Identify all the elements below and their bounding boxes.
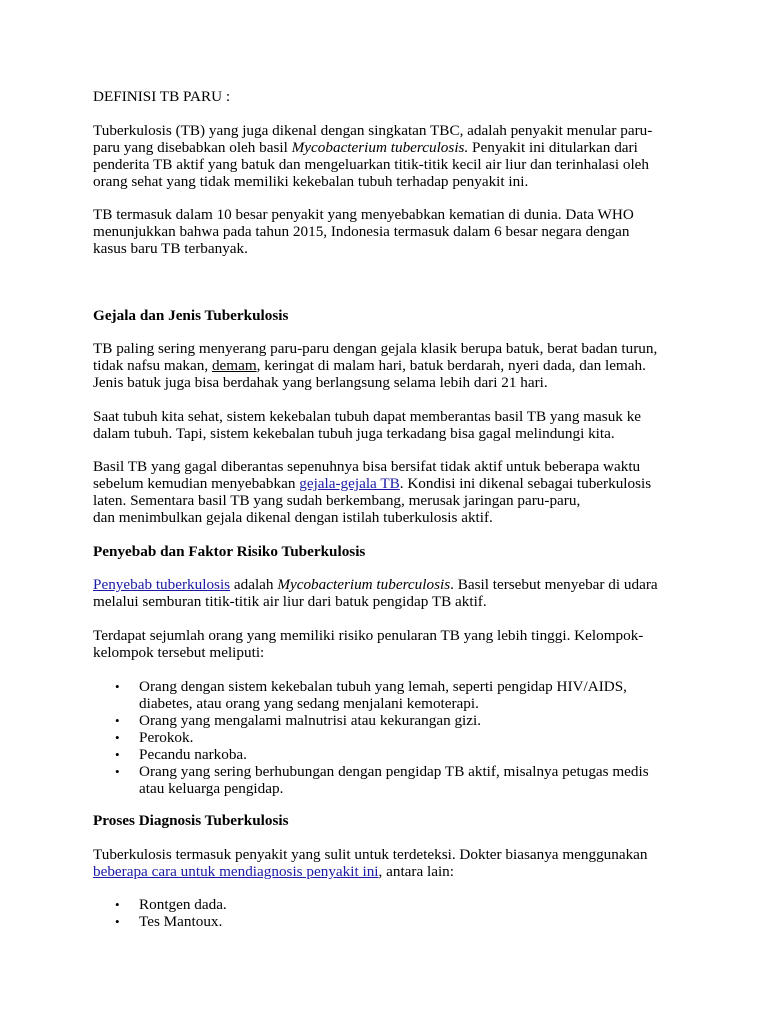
list-item: • Perokok.	[93, 729, 649, 746]
diagnosis-paragraph-1: Tuberkulosis termasuk penyakit yang sulit untuk terdeteksi. Dokter biasanya menggunakan beberapa cara untuk mendiagnosis penyakit ini, antara lain:	[93, 846, 648, 880]
demam-link[interactable]: demam	[211, 357, 257, 374]
gejala-heading: Gejala dan Jenis Tuberkulosis	[93, 307, 289, 324]
gejala-paragraph-3: Basil TB yang gagal diberantas sepenuhnya bisa bersifat tidak aktif untuk beberapa waktu sebelum kemudian menyebabkan gejala-gejala TB. Kondisi ini dikenal sebagai tuberkulosis laten. Sementara basil TB yang sudah berkembang, merusak jaringan paru-paru, dan menimbulkan gejala dikenal dengan istilah tuberkulosis aktif.	[93, 458, 652, 526]
list-item: • Tes Mantoux.	[93, 913, 227, 930]
gejala-tb-link[interactable]: gejala-gejala TB	[299, 475, 400, 492]
penyebab-paragraph-1: Penyebab tuberkulosis adalah Mycobacterium tuberculosis. Basil tersebut menyebar di udara melalui semburan titik-titik air liur dari batuk pengidap TB aktif.	[93, 576, 658, 610]
gejala-paragraph-1: TB paling sering menyerang paru-paru dengan gejala klasik berupa batuk, berat badan turun, tidak nafsu makan, demam, keringat di malam hari, batuk berdarah, nyeri dada, dan lemah. Jenis batuk juga bisa berdahak yang berlangsung selama lebih dari 21 hari.	[93, 340, 658, 391]
list-item: • Orang dengan sistem kekebalan tubuh yang lemah, seperti pengidap HIV/AIDS, diabetes, atau orang yang sedang menjalani kemoterapi.	[93, 678, 649, 712]
diagnosis-heading: Proses Diagnosis Tuberkulosis	[93, 812, 289, 829]
definisi-heading: DEFINISI TB PARU :	[93, 88, 231, 105]
list-item: • Pecandu narkoba.	[93, 746, 649, 763]
list-item: • Orang yang mengalami malnutrisi atau kekurangan gizi.	[93, 712, 649, 729]
penyebab-paragraph-2: Terdapat sejumlah orang yang memiliki risiko penularan TB yang lebih tinggi. Kelompok- kelompok tersebut meliputi:	[93, 627, 644, 661]
list-item: • Rontgen dada.	[93, 896, 227, 913]
diagnosis-list	[93, 896, 227, 930]
definisi-paragraph-2: TB termasuk dalam 10 besar penyakit yang menyebabkan kematian di dunia. Data WHO menunjukkan bahwa pada tahun 2015, Indonesia termasuk dalam 6 besar negara dengan kasus baru TB terbanyak.	[93, 206, 634, 257]
risk-factor-list	[93, 678, 649, 797]
penyebab-heading: Penyebab dan Faktor Risiko Tuberkulosis	[93, 543, 366, 560]
definisi-paragraph-1: Tuberkulosis (TB) yang juga dikenal dengan singkatan TBC, adalah penyakit menular paru- paru yang disebabkan oleh basil Mycobacterium tuberculosis. Penyakit ini ditularkan dari penderita TB aktif yang batuk dan mengeluarkan titik-titik kecil air liur dan terinhalasi oleh orang sehat yang tidak memiliki kekebalan tubuh terhadap penyakit ini.	[93, 122, 653, 190]
gejala-paragraph-2: Saat tubuh kita sehat, sistem kekebalan tubuh dapat memberantas basil TB yang masuk ke dalam tubuh. Tapi, sistem kekebalan tubuh juga terkadang bisa gagal melindungi kita.	[93, 408, 642, 442]
list-item: • Orang yang sering berhubungan dengan pengidap TB aktif, misalnya petugas medis atau keluarga pengidap.	[93, 763, 649, 797]
organism-name: Mycobacterium tuberculosis.	[291, 139, 469, 156]
diagnosis-method-link[interactable]: beberapa cara untuk mendiagnosis penyakit ini	[93, 863, 379, 880]
organism-name: Mycobacterium tuberculosis	[277, 576, 451, 593]
penyebab-tuberkulosis-link[interactable]: Penyebab tuberkulosis	[93, 576, 231, 593]
